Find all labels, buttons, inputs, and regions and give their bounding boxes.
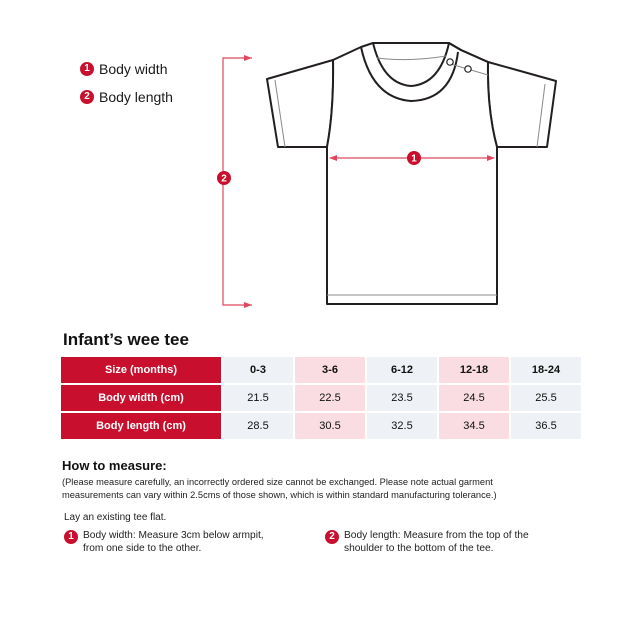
table-cell: 6-12 [367, 357, 437, 383]
table-cell: 23.5 [367, 385, 437, 411]
table-cell: 36.5 [511, 413, 581, 439]
length-marker: 2 [221, 173, 227, 185]
disclaimer-note [62, 476, 622, 502]
instruction-line: Body width: Measure 3cm below armpit, [83, 530, 264, 541]
table-cell: 24.5 [439, 385, 509, 411]
size-table [59, 355, 583, 441]
legend-label: Body length [99, 89, 173, 105]
tshirt-outline-icon [267, 43, 556, 304]
note-line-2: measurements can vary within 2.5cms of those shown, which is within standard manufacturing tolerance.) [62, 490, 497, 500]
table-cell: 0-3 [223, 357, 293, 383]
table-cell: 18-24 [511, 357, 581, 383]
marker-2-badge: 2 [325, 530, 339, 544]
marker-1-badge: 1 [80, 62, 94, 76]
how-to-heading: How to measure: [62, 458, 167, 473]
table-row-body-width [61, 385, 581, 411]
row-header: Body width (cm) [61, 385, 221, 411]
table-cell: 12-18 [439, 357, 509, 383]
table-cell: 32.5 [367, 413, 437, 439]
note-line-1: (Please measure carefully, an incorrectly ordered size cannot be exchanged. Please note actual garment [62, 477, 493, 487]
table-cell: 34.5 [439, 413, 509, 439]
instruction-body-width [64, 529, 264, 555]
marker-2-badge: 2 [80, 90, 94, 104]
intro-text: Lay an existing tee flat. [64, 512, 167, 523]
row-header: Body length (cm) [61, 413, 221, 439]
instruction-line: Body length: Measure from the top of the [344, 530, 529, 541]
table-cell: 28.5 [223, 413, 293, 439]
table-cell: 30.5 [295, 413, 365, 439]
marker-1-badge: 1 [64, 530, 78, 544]
instruction-line: from one side to the other. [83, 543, 202, 554]
instruction-body-length [325, 529, 529, 555]
table-cell: 22.5 [295, 385, 365, 411]
legend-label: Body width [99, 61, 168, 77]
table-cell: 21.5 [223, 385, 293, 411]
instruction-line: shoulder to the bottom of the tee. [344, 543, 494, 554]
table-cell: 3-6 [295, 357, 365, 383]
product-title: Infant’s wee tee [63, 330, 189, 349]
table-row-sizes [61, 357, 581, 383]
width-marker: 1 [411, 153, 417, 165]
table-row-body-length [61, 413, 581, 439]
table-cell: 25.5 [511, 385, 581, 411]
row-header: Size (months) [61, 357, 221, 383]
